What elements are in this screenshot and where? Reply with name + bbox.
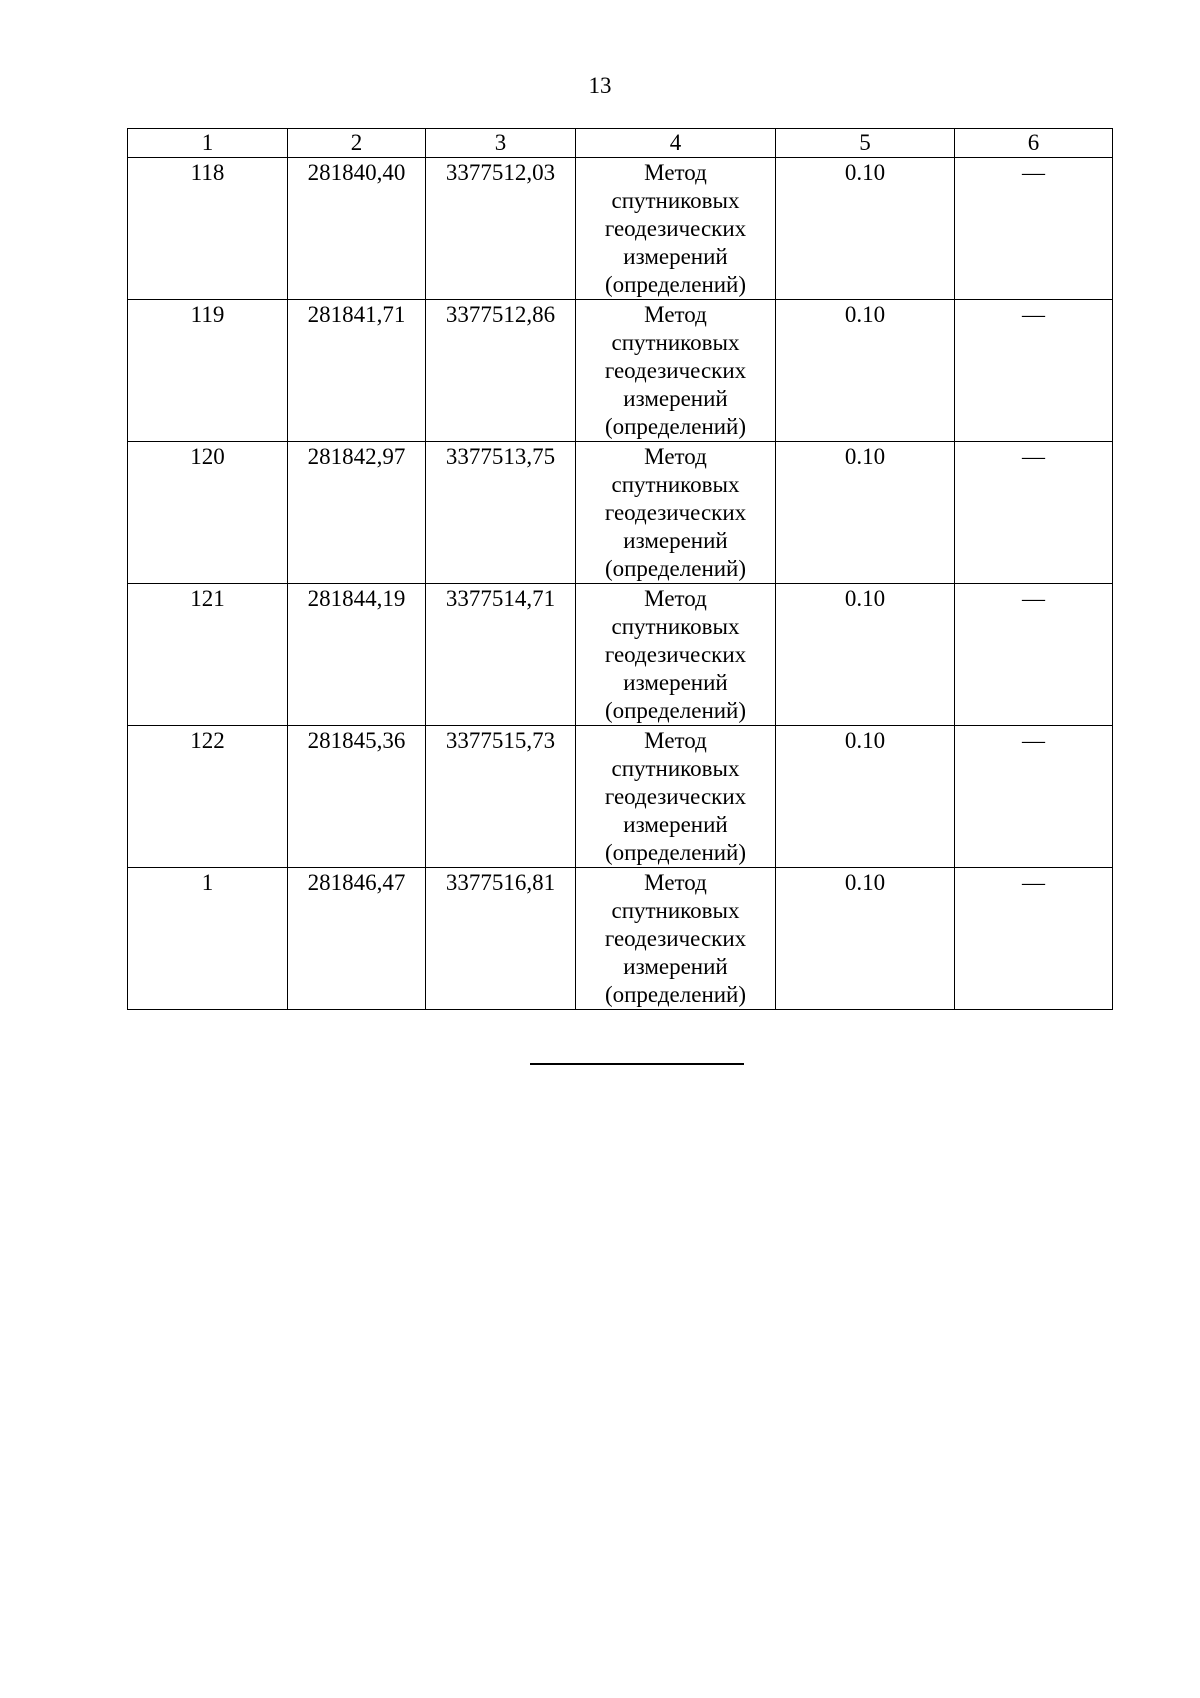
x-coordinate-cell: 281840,40 [288, 158, 426, 300]
accuracy-cell: 0.10 [776, 868, 955, 1010]
note-cell: — [955, 868, 1113, 1010]
y-coordinate-cell: 3377512,86 [426, 300, 576, 442]
x-coordinate-cell: 281845,36 [288, 726, 426, 868]
point-cell: 121 [128, 584, 288, 726]
x-coordinate-cell: 281846,47 [288, 868, 426, 1010]
method-line: Метод [644, 728, 707, 753]
x-coordinate-cell: 281844,19 [288, 584, 426, 726]
header-cell-1: 1 [128, 129, 288, 158]
method-line: Метод [644, 302, 707, 327]
method-line: спутниковых [611, 472, 740, 497]
method-line: (определений) [604, 414, 747, 439]
point-cell: 118 [128, 158, 288, 300]
accuracy-cell: 0.10 [776, 726, 955, 868]
page-number: 13 [588, 73, 612, 98]
table-row [128, 726, 1113, 868]
method-cell [576, 158, 776, 300]
point-cell: 120 [128, 442, 288, 584]
method-line: геодезических [604, 926, 747, 951]
method-line: геодезических [604, 642, 747, 667]
header-cell-3: 3 [426, 129, 576, 158]
header-cell-2: 2 [288, 129, 426, 158]
method-line: спутниковых [611, 756, 740, 781]
method-line: (определений) [604, 698, 747, 723]
method-line: спутниковых [611, 330, 740, 355]
method-line: геодезических [604, 784, 747, 809]
y-coordinate-cell: 3377513,75 [426, 442, 576, 584]
note-cell: — [955, 158, 1113, 300]
method-line: Метод [644, 444, 707, 469]
method-line: измерений [623, 528, 728, 553]
note-cell: — [955, 726, 1113, 868]
y-coordinate-cell: 3377515,73 [426, 726, 576, 868]
x-coordinate-cell: 281842,97 [288, 442, 426, 584]
note-cell: — [955, 442, 1113, 584]
method-cell [576, 584, 776, 726]
method-line: измерений [623, 812, 728, 837]
table-header [128, 129, 1113, 158]
header-cell-6: 6 [955, 129, 1113, 158]
coordinates-table [127, 128, 1113, 1010]
accuracy-cell: 0.10 [776, 158, 955, 300]
note-cell: — [955, 300, 1113, 442]
accuracy-cell: 0.10 [776, 300, 955, 442]
point-cell: 119 [128, 300, 288, 442]
accuracy-cell: 0.10 [776, 442, 955, 584]
end-rule [530, 1063, 744, 1065]
x-coordinate-cell: 281841,71 [288, 300, 426, 442]
method-line: измерений [623, 244, 728, 269]
method-cell [576, 868, 776, 1010]
point-cell: 1 [128, 868, 288, 1010]
y-coordinate-cell: 3377512,03 [426, 158, 576, 300]
method-line: измерений [623, 670, 728, 695]
method-line: геодезических [604, 358, 747, 383]
method-line: Метод [644, 870, 707, 895]
table-row [128, 300, 1113, 442]
note-cell: — [955, 584, 1113, 726]
method-line: геодезических [604, 216, 747, 241]
table-body [128, 158, 1113, 1010]
method-line: спутниковых [611, 188, 740, 213]
method-cell [576, 442, 776, 584]
table-row [128, 584, 1113, 726]
header-cell-5: 5 [776, 129, 955, 158]
method-cell [576, 726, 776, 868]
method-line: Метод [644, 160, 707, 185]
method-line: Метод [644, 586, 707, 611]
method-line: (определений) [604, 556, 747, 581]
method-line: спутниковых [611, 898, 740, 923]
method-line: спутниковых [611, 614, 740, 639]
method-line: геодезических [604, 500, 747, 525]
table-row [128, 158, 1113, 300]
table-row [128, 868, 1113, 1010]
header-cell-4: 4 [576, 129, 776, 158]
method-cell [576, 300, 776, 442]
header-row [128, 129, 1113, 158]
y-coordinate-cell: 3377514,71 [426, 584, 576, 726]
method-line: (определений) [604, 272, 747, 297]
method-line: (определений) [604, 982, 747, 1007]
method-line: измерений [623, 954, 728, 979]
method-line: измерений [623, 386, 728, 411]
y-coordinate-cell: 3377516,81 [426, 868, 576, 1010]
method-line: (определений) [604, 840, 747, 865]
point-cell: 122 [128, 726, 288, 868]
table-row [128, 442, 1113, 584]
accuracy-cell: 0.10 [776, 584, 955, 726]
